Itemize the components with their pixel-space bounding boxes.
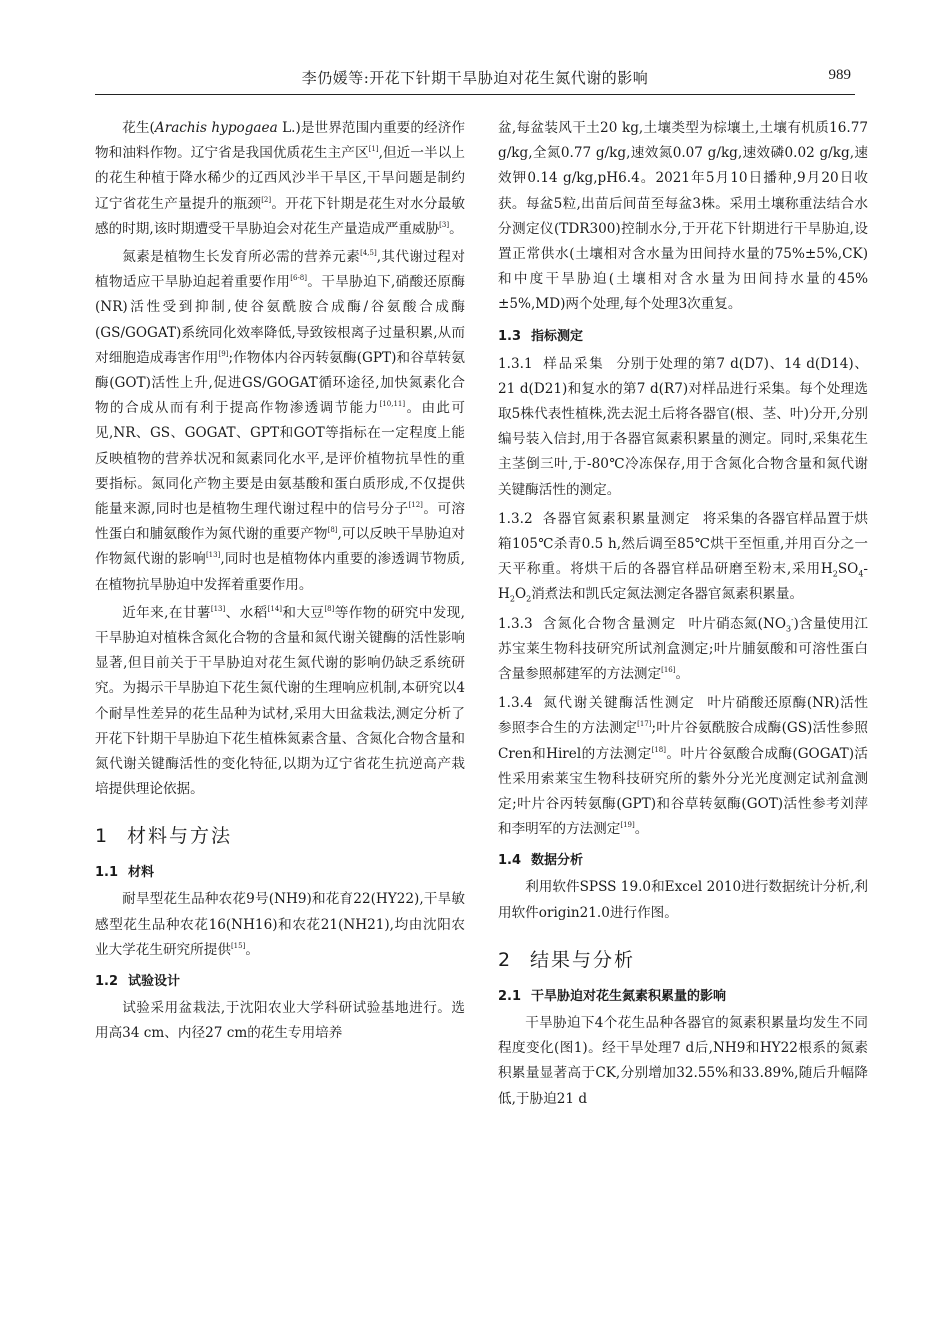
text-run: 等作物的研究中发现,干旱胁迫对植株含氮化合物的含量和氮代谢关键酶的活性影响显著,但目前关于干旱胁迫对花生氮代谢的影响仍缺乏系统研究。为揭示干旱胁迫下花生氮代谢的生理响应机制,本研究以4个耐旱性差异的花生品种为试材,采用大田盆栽法,测定分析了开花下针期干旱胁迫下花生植株氮素含量、含氮化合物含量和氮代谢关键酶活性的变化特征,以期为辽宁省花生抗逆高产栽培提供理论依据。 [95, 604, 465, 798]
text-run: 。可溶性蛋白和脯氨酸作为氮代谢的重要产物 [95, 501, 465, 543]
citation: [1] [368, 145, 379, 154]
text-run: ,可以反映干旱胁迫对作物氮代谢的影响 [95, 526, 465, 568]
subscript: 3 [786, 624, 792, 634]
text-run: -H [498, 561, 868, 603]
text-run: L.)是世界范围内重要的经济作物和油料作物。辽宁省是我国优质花生主产区 [95, 120, 465, 162]
subsection-heading-1-3 [498, 324, 868, 349]
superscript: - [791, 615, 794, 624]
section-title: 指标测定 [531, 328, 584, 344]
text-run: 耐旱型花生品种农花9号(NH9)和花育22(HY22),干旱敏感型花生品种农花16(NH16)和农花21(NH21),均由沈阳农业大学花生研究所提供 [95, 891, 465, 958]
text-run: 、水稻 [225, 604, 268, 621]
citation: [9] [218, 349, 229, 358]
section-number: 1.3 [498, 328, 522, 344]
text-run: )含量使用江苏宝莱生物科技研究所试剂盒测定;叶片脯氨酸和可溶性蛋白含量参照郝建军的方法测定 [498, 615, 868, 683]
text-run: 。 [675, 666, 690, 683]
subscript: 2 [526, 595, 532, 605]
citation: [17] [637, 720, 652, 729]
section-title: 试验设计 [128, 974, 181, 990]
intro-paragraph-3 [95, 601, 465, 803]
citation: [14] [267, 604, 283, 613]
text-run: 近年来,在甘薯 [122, 604, 211, 621]
left-column [95, 116, 465, 1050]
section-heading-2 [498, 946, 868, 974]
text-run: 。 [634, 821, 649, 838]
running-title: 李仍媛等:开花下针期干旱胁迫对花生氮代谢的影响 [301, 69, 649, 87]
text-run: 将采集的各器官样品置于烘箱105℃杀青0.5 h,然后调至85℃烘干至恒重,并用百分之一天平称重。将烘干后的各器官样品研磨至粉末,采用H [498, 510, 868, 578]
results-paragraph: 干旱胁迫下4个花生品种各器官的氮素积累量均发生不同程度变化(图1)。经干旱处理7 d后,NH9和HY22根系的氮素积累量显著高于CK,分别增加32.55%和33.89%,随后升幅降低,于胁迫21 d [498, 1014, 868, 1107]
citation: [19] [620, 821, 635, 830]
item-number: 1.3.1 [498, 355, 533, 372]
text-run: 氮素是植物生长发育所必需的营养元素 [122, 249, 361, 266]
section-heading-1 [95, 822, 465, 850]
text-run: 花生( [122, 120, 155, 136]
citation: [10,11] [379, 400, 406, 409]
section-number: 2.1 [498, 988, 522, 1004]
item-number: 1.3.3 [498, 615, 533, 632]
section-title: 材料与方法 [127, 825, 233, 848]
item-number: 1.3.2 [498, 510, 533, 527]
paragraph-1-3-3 [498, 611, 868, 688]
section-number: 1 [95, 825, 110, 848]
text-run: ,其代谢过程对植物适应干旱胁迫起着重要作用 [95, 249, 465, 291]
text-run: 。干旱胁迫下,硝酸还原酶(NR)活性受到抑制,使谷氨酰胺合成酶/谷氨酸合成酶(GS/GOGAT)系统同化效率降低,导致铵根离子过量积累,从而对细胞造成毒害作用 [95, 274, 466, 366]
item-lead: 各器官氮素积累量测定 [542, 510, 691, 526]
item-lead: 样品采集 [542, 355, 605, 371]
citation: [13] [210, 604, 226, 613]
text-run: SO [837, 561, 859, 578]
analysis-paragraph: 利用软件SPSS 19.0和Excel 2010进行数据统计分析,利用软件origin21.0进行作图。 [498, 879, 868, 921]
citation: [4,5] [360, 249, 377, 258]
text-run: 。 [245, 941, 259, 958]
text-run: ,但近一半以上的花生种植于降水稀少的辽西风沙半干旱区,干旱问题是制约辽宁省花生产量提升的瓶颈 [95, 145, 465, 212]
text-run: 叶片硝态氮(NO [688, 615, 786, 632]
subsection-heading-1-2 [95, 969, 465, 994]
citation: [12] [408, 501, 423, 510]
section-title: 干旱胁迫对花生氮素积累量的影响 [531, 988, 727, 1004]
page-number: 989 [828, 67, 851, 83]
text-run: 叶片硝酸还原酶(NR)活性参照李合生的方法测定 [498, 695, 868, 737]
section-number: 1.4 [498, 853, 522, 869]
subscript: 4 [858, 569, 864, 579]
text-run: 。 [449, 220, 463, 237]
section-number: 2 [498, 948, 513, 971]
subsection-heading-1-1 [95, 860, 465, 885]
latin-name: Arachis hypogaea [154, 120, 278, 136]
text-run: ;作物体内谷丙转氨酶(GPT)和谷草转氨酶(GOT)活性上升,促进GS/GOGAT循环途径,加快氮素化合物的合成从而有利于提高作物渗透调节能力 [95, 349, 465, 417]
subsection-heading-1-4 [498, 848, 868, 873]
section-title: 材料 [128, 865, 155, 881]
materials-paragraph [95, 887, 465, 963]
paragraph-1-3-2 [498, 506, 868, 608]
section-title: 数据分析 [531, 853, 584, 869]
text-run: O [514, 586, 527, 603]
intro-paragraph-1 [95, 116, 465, 242]
text-run: 。由此可见,NR、GS、GOGAT、GPT和GOT等指标在一定程度上能反映植物的营养状况和氮素同化水平,是评价植物抗旱性的重要指标。氮同化产物主要是由氨基酸和蛋白质形成,不仅提供能量来源,同时也是植物生理代谢过程中的信号分子 [95, 400, 466, 518]
text-run: 和大豆 [282, 604, 325, 621]
paragraph-1-3-4 [498, 690, 868, 842]
right-column [498, 116, 868, 1115]
text-run: 分别于处理的第7 d(D7)、14 d(D14)、21 d(D21)和复水的第7 d(R7)对样品进行采集。每个处理选取5株代表性植株,洗去泥土后将各器官(根、茎、叶)分开,分别编号装入信封,用于各器官氮素积累量的测定。同时,采集花生主茎倒三叶,于-80℃冷冻保存,用于含氮化合物含量和氮代谢关键酶活性的测定。 [498, 355, 868, 498]
text-run: 。叶片谷氨酸合成酶(GOGAT)活性采用索莱宝生物科技研究所的紫外分光光度测定试剂盒测定;叶片谷丙转氨酶(GPT)和谷草转氨酶(GOT)活性参考刘萍和李明军的方法测定 [498, 745, 868, 838]
citation: [6-8] [290, 274, 307, 283]
item-lead: 氮代谢关键酶活性测定 [542, 695, 696, 711]
subscript: 2 [832, 569, 838, 579]
paragraph-1-3-1 [498, 351, 868, 503]
item-number: 1.3.4 [498, 695, 533, 712]
citation: [18] [651, 745, 666, 754]
text-run: 消煮法和凯氏定氮法测定各器官氮素积累量。 [531, 586, 804, 603]
section-number: 1.2 [95, 974, 119, 990]
subsection-heading-2-1 [498, 984, 868, 1009]
intro-paragraph-2 [95, 245, 465, 598]
section-title: 结果与分析 [530, 948, 636, 971]
text-run: ,同时也是植物体内重要的渗透调节物质,在植物抗旱胁迫中发挥着重要作用。 [95, 551, 465, 593]
subscript: 2 [509, 595, 515, 605]
design-paragraph-start: 试验采用盆栽法,于沈阳农业大学科研试验基地进行。选用高34 cm、内径27 cm的花生专用培养 [95, 1000, 465, 1042]
design-paragraph-continued: 盆,每盆装风干土20 kg,土壤类型为棕壤土,土壤有机质16.77 g/kg,全氮0.77 g/kg,速效氮0.07 g/kg,速效磷0.02 g/kg,速效钾0.14 g/kg,pH6.4。2021年5月10日播种,9月20日收获。每盆5粒,出苗后间苗至每盆3株。采用土壤称重法结合水分测定仪(TDR300)控制水分,于开花下针期进行干旱胁迫,设置正常供水(土壤相对含水量为田间持水量的75%±5%,CK)和中度干旱胁迫(土壤相对含水量为田间持水量的45%±5%,MD)两个处理,每个处理3次重复。 [498, 120, 868, 313]
text-run: ;叶片谷氨酰胺合成酶(GS)活性参照Cren和Hirel的方法测定 [498, 720, 868, 762]
citation: [3] [439, 220, 450, 229]
citation: [16] [661, 666, 676, 675]
citation: [15] [230, 941, 246, 950]
item-lead: 含氮化合物含量测定 [542, 615, 677, 631]
section-number: 1.1 [95, 865, 119, 881]
citation: [2] [261, 195, 272, 204]
page-header [95, 64, 855, 95]
citation: [8] [327, 526, 338, 535]
citation: [8] [324, 604, 335, 613]
citation: [13] [205, 551, 221, 560]
text-run: 。开花下针期是花生对水分最敏感的时期,该时期遭受干旱胁迫会对花生产量造成严重威胁 [95, 195, 466, 237]
